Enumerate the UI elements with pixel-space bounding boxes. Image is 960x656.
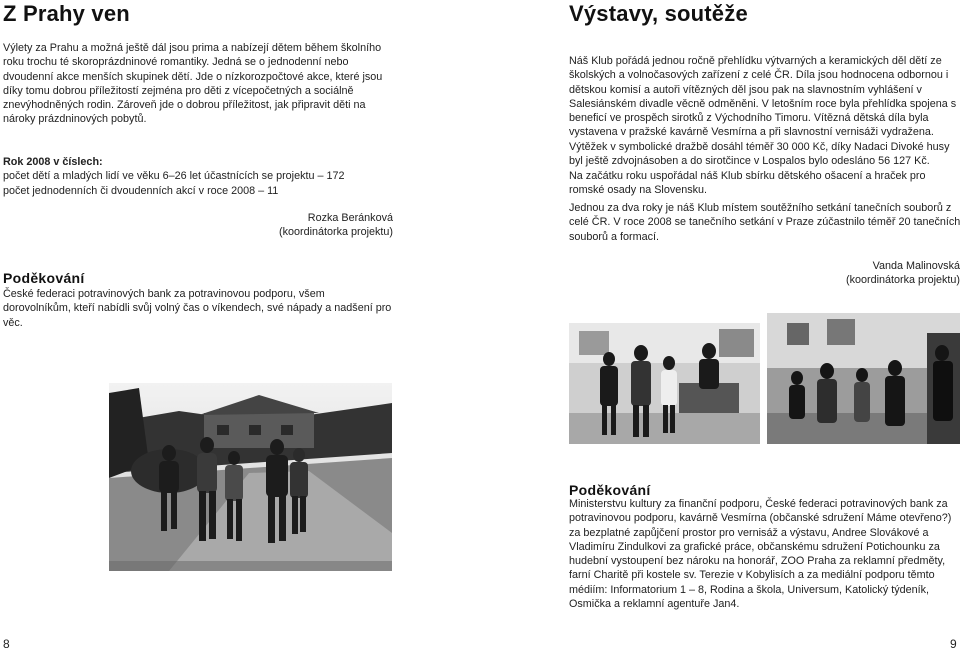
photo-vernissage [767,313,960,444]
signature-name: Rozka Beránková [307,212,393,224]
clothes-collection-paragraph: Na začátku roku uspořádal náš Klub sbírku dětského ošacení a hraček pro romské osady na Slovensku. [569,170,926,197]
intro-paragraph: Výlety za Prahu a možná ještě dál jsou prima a nabízejí dětem během školního roku trochu té skoroprázdninové romantiky. Jedná se o jednodenní nebo dvoudenní akce menších skupinek dětí. Jde o nízkorozpočtové akce, které jsou díky tomu dobrou příležitostí zejména pro děti z vícepočetných a sociálně znevýhodněných rodin. Zároveň jde o dobrou příležitost, jak připravit děti na nároky prázdninových pobytů. [3,42,383,126]
stats-line: počet jednodenních či dvoudenních akcí v roce 2008 – 11 [3,184,279,197]
signature-name: Vanda Malinovská [872,260,960,272]
page-number-right: 9 [950,637,957,651]
stats-line: počet dětí a mladých lidí ve věku 6–26 let účastnících se projektu – 172 [3,170,345,183]
stats-block [3,155,393,198]
thanks-heading-right: Poděkování [569,482,651,498]
page-title-left: Z Prahy ven [3,1,130,26]
signature-role: (koordinátorka projektu) [278,226,393,239]
page-number-left: 8 [3,637,10,651]
stats-heading: Rok 2008 v číslech: [3,156,103,168]
signature-left [200,211,393,240]
thanks-text-right: Ministerstvu kultury za finanční podporu, České federaci potravinových bank za potravinovou podporu, kavárně Vesmírna (občanské sdružení Máme otevřeno?) za bezplatné zapůjčení prostor pro vernisáž a výstavu, Andree Slovákové a Vladimíru Zindulkovi za grafické práce, občanskému sdružení Potichounku za hudební vystoupení bez nároku na honorář, ZOO Praha za reklamní předměty, farní Charitě při kostele sv. Terezie v Kobylisích a za mediální podporu těmto médiím: Informatorium 1 – 8, Rodina a škola, Universum, Katolický týdeník, Osmička a reklamní agentuře Jan4. [569,498,952,611]
thanks-heading-left: Poděkování [3,270,85,286]
signature-role: (koordinátorka projektu) [845,274,960,287]
page-title-right: Výstavy, soutěže [569,1,748,26]
dance-meeting-paragraph: Jednou za dva roky je náš Klub místem soutěžního setkání tanečních souborů z celé ČR. V roce 2008 se tanečního setkání v Praze zúčastnilo téměř 20 tanečních souborů a formací. [569,202,960,243]
thanks-text-left: České federaci potravinových bank za potravinovou podporu, všem dorovolníkům, kteří nabídli svůj volný čas o víkendech, své nápady a nadšení pro věc. [3,288,392,329]
signature-right [760,259,960,288]
photo-children-walking [109,383,392,571]
photo-exhibition-event [569,323,760,444]
exhibition-paragraph: Náš Klub pořádá jednou ročně přehlídku výtvarných a keramických děl dětí ze školských a volnočasových zařízení z celé ČR. Díla jsou hodnocena odbornou i dětskou komisí a autoři vítězných děl jsou pak na slavnostním vyhlášení v Salesiánském divadle věcně odměněni. V letošním roce byla přehlídka spojena s beneficí ve prospěch sirotků z Východního Timoru. Vítězná dětská díla byla vystavena v pražské kavárně Vesmírna a při slavnostní vernisáži vydražena. Výtěžek v symbolické dražbě dosáhl téměř 30 000 Kč, díky Nadaci Divoké husy byl ještě zdvojnásoben a do sirotčince v Lospalos bylo odesláno 56 127 Kč. [569,55,957,168]
